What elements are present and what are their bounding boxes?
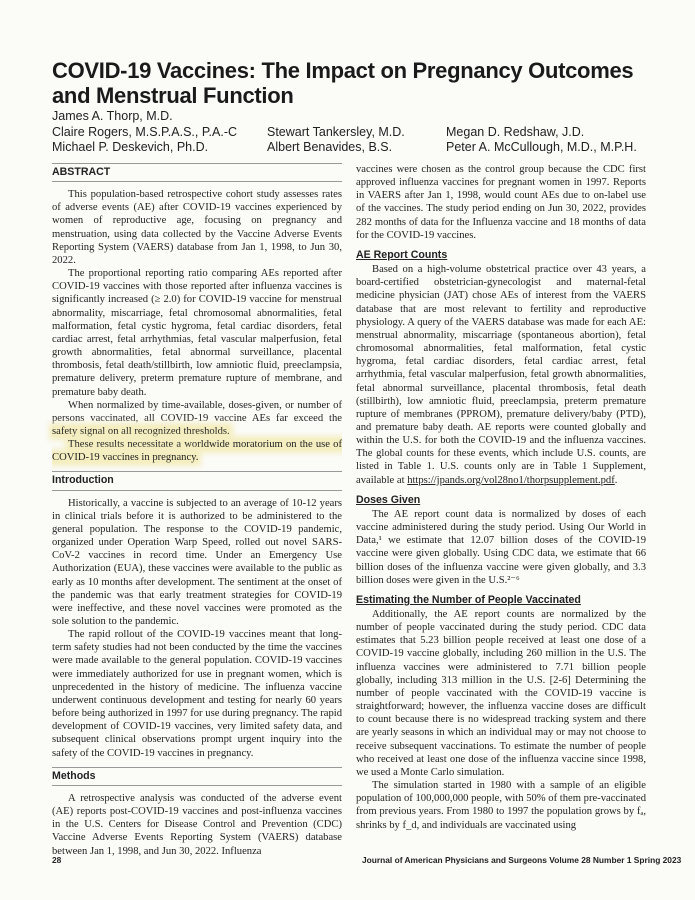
ae-report-counts-heading: AE Report Counts	[356, 248, 448, 261]
author-row	[52, 125, 652, 141]
ae-report-text: Based on a high-volume obstetrical practice over 43 years, a board-certified obstetrician-gynecologist and maternal-fetal medicine physician (JAT) chose AEs of interest from the VAERS database that are most relevant to fertility and reproductive physiology. A query of the VAERS database was made for each AE: menstrual abnormality, miscarriage (spontaneous abortion), fetal chromosomal abnormalities, fetal malformation, fetal cystic hygroma, fetal cardiac disorders, fetal cardiac arrest, fetal arrhythmia, fetal vascular malperfusion, fetal growth abnormalities, fetal abnormal surveillance, placental thrombosis, fetal death (stillbirth), low amniotic fluid, preeclampsia, preterm premature rupture of membranes (PPROM), premature delivery/baby (PTD), and premature baby death. AE reports were counted globally and within the U.S. for both the COVID-19 and the influenza vaccines. The global counts for these events, which include U.S. counts, are listed in Table 1. U.S. counts only are in Table 1 Supplement, available at	[356, 264, 646, 486]
ae-report-paragraph	[356, 263, 646, 487]
left-column	[52, 163, 342, 858]
people-vaccinated-paragraph: Additionally, the AE report counts are normalized by the number of people vaccinated during the study period. CDC data estimates that 5.23 billion people received at least one dose of a COVID-19 vaccine globally, including 260 million in the U.S. The influenza vaccines were administered to 7.71 billion people globally, including 313 million in the U.S. [2-6] Determining the number of people vaccinated with the COVID-19 vaccine is straightforward; however, the influenza vaccine doses are difficult to count because there is no widespread tracking system and there are yearly seasons in which an individual may or may not choose to receive subsequent vaccinations. To estimate the number of people who received at least one dose of the influenza vaccine since 1998, we used a Monte Carlo simulation.	[356, 609, 646, 778]
simulation-paragraph: The simulation started in 1980 with a sample of an eligible population of 100,000,000 people, with 50% of them pre-vaccinated from previous years. From 1980 to 1997 the population grows by fₐ, shrinks by f_d, and individuals are vaccinated using	[356, 780, 646, 831]
methods-paragraph: A retrospective analysis was conducted of the adverse event (AE) reports post-COVID-19 vaccines and post-influenza vaccines in the U.S. Centers for Disease Control and Prevention (CDC) Vaccine Adverse Events Reporting System (VAERS) database between Jan 1, 1998, and Jun 30, 2022. Influenza	[52, 792, 342, 857]
supplement-link[interactable]: https://jpands.org/vol28no1/thorpsupplement.pdf	[407, 474, 615, 486]
right-column	[356, 163, 646, 832]
author-name: Albert Benavides, B.S.	[267, 140, 393, 154]
doses-given-paragraph: The AE report count data is normalized by doses of each vaccine administered during the study period. Using Our World in Data,¹ we estimate that 12.07 billion doses of the COVID-19 vaccine were given globally. Using CDC data, we estimate that 66 billion doses of the influenza vaccine were given globally, and 3.3 billion doses were given in the U.S.²⁻⁶	[356, 508, 646, 586]
page-number: 28	[52, 855, 62, 865]
doses-given-heading: Doses Given	[356, 493, 421, 506]
author-name: Claire Rogers, M.S.P.A.S., P.A.-C	[52, 124, 238, 139]
abstract-paragraph: This population-based retrospective cohort study assesses rates of adverse events (AE) after COVID-19 vaccines experienced by women of reproductive age, focusing on pregnancy and menstruation, using data collected by the Vaccine Adverse Events Reporting System (VAERS) database from Jan 1, 1998, to Jun 30, 2022.	[52, 189, 342, 266]
introduction-paragraph: The rapid rollout of the COVID-19 vaccines meant that long-term safety studies had not been conducted by the time the vaccines were made available to the general population. COVID-19 vaccines were immediately authorized for use in pregnant women, which is unprecedented in the history of medicine. The influenza vaccine underwent continuous development and testing for nearly 60 years before being authorized in 1997 for use during pregnancy. The rapid development of COVID-19 vaccines, very limited safety data, and subsequent clinical observations prompt urgent inquiry into the safety of the COVID-19 vaccines in pregnancy.	[52, 629, 342, 759]
author-list	[52, 109, 652, 156]
author-row	[52, 140, 652, 156]
highlighted-text: safety signal on all recognized thresholds.	[52, 425, 230, 437]
author-name: James A. Thorp, M.D.	[52, 109, 173, 123]
abstract-paragraph: The proportional reporting ratio comparing AEs reported after COVID-19 vaccines with those reported after influenza vaccines is significantly increased (≥ 2.0) for COVID-19 vaccine for menstrual abnormality, miscarriage, fetal chromosomal abnormalities, fetal malformation, fetal cystic hygroma, fetal cardiac disorders, fetal cardiac arrest, fetal arrhythmias, fetal vascular malperfusion, fetal growth abnormalities, fetal abnormal surveillance, placental thrombosis, fetal death/stillbirth, low amniotic fluid, preeclampsia, premature delivery, preterm premature rupture of membrane, and premature baby death.	[52, 268, 342, 398]
author-row	[52, 109, 652, 125]
abstract-heading: ABSTRACT	[52, 163, 342, 182]
methods-continued-paragraph: vaccines were chosen as the control group because the CDC first approved influenza vaccines for pregnant women in 1997. Reports in VAERS after Jan 1, 1998, would count AEs due to on-label use of the vaccines. The study period ending on Jun 30, 2022, provides 282 months of data for the Influenza vaccine and 18 months of data for the COVID-19 vaccines.	[356, 164, 646, 241]
author-name: Stewart Tankersley, M.D.	[267, 124, 405, 139]
people-vaccinated-heading: Estimating the Number of People Vaccinated	[356, 593, 581, 606]
introduction-heading: Introduction	[52, 471, 342, 490]
author-name: Peter A. McCullough, M.D., M.P.H.	[446, 140, 637, 154]
abstract-paragraph	[52, 399, 342, 438]
journal-footer: Journal of American Physicians and Surgeons Volume 28 Number 1 Spring 2023	[362, 855, 682, 865]
article-title: COVID-19 Vaccines: The Impact on Pregnancy Outcomes and Menstrual Function	[52, 58, 634, 108]
ae-report-end: .	[614, 474, 618, 486]
highlighted-text: These results necessitate a worldwide moratorium on the use of COVID-19 vaccines in pregnancy.	[52, 439, 342, 464]
author-name: Megan D. Redshaw, J.D.	[446, 124, 585, 139]
introduction-paragraph: Historically, a vaccine is subjected to an average of 10-12 years in clinical trials before it is authorized to be administered to the general population. The response to the COVID-19 pandemic, organized under Operation Warp Speed, rolled out novel SARS-CoV-2 vaccines in record time. Under an Emergency Use Authorization (EUA), these vaccines were available to the public as early as 10 months after development. The sentiment at the onset of the pandemic was that early treatment strategies for COVID-19 were ineffective, and these novel vaccines were promoted as the sole solution to the pandemic.	[52, 497, 342, 627]
abstract-text: When normalized by time-available, doses-given, or number of persons vaccinated, all COVID-19 vaccine AEs far exceed the	[52, 399, 342, 424]
abstract-conclusion	[52, 438, 342, 464]
methods-heading: Methods	[52, 767, 342, 786]
author-name: Michael P. Deskevich, Ph.D.	[52, 140, 209, 154]
